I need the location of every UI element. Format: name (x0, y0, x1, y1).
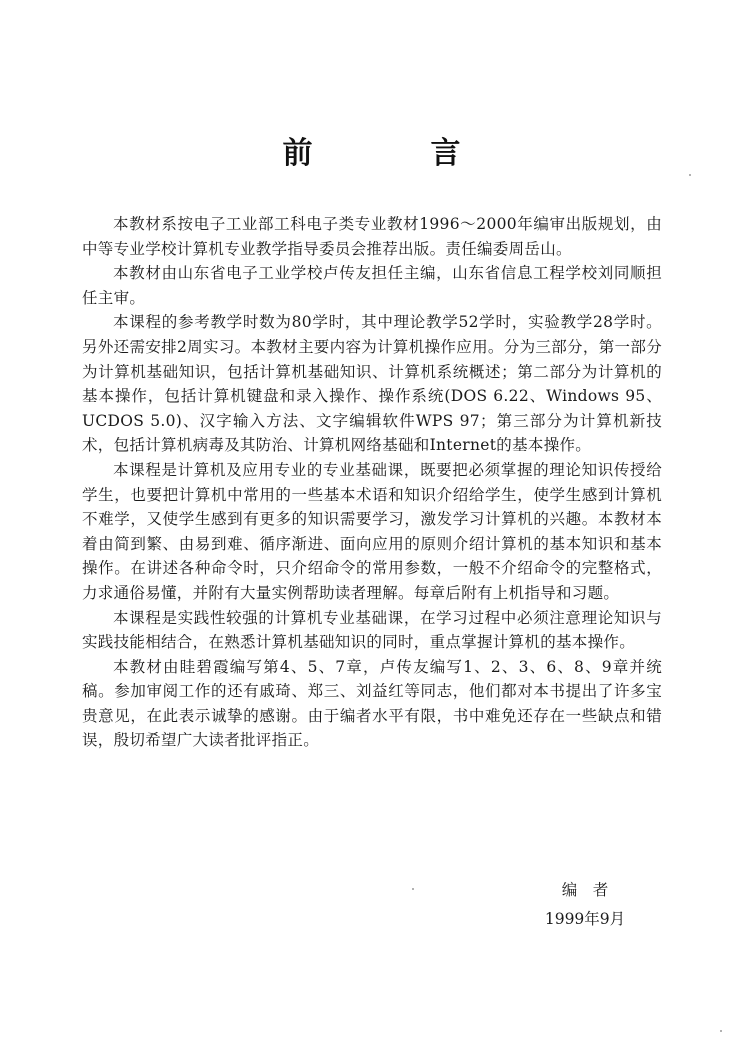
paragraph-5: 本课程是实践性较强的计算机专业基础课，在学习过程中必须注意理论知识与实践技能相结合，在熟悉计算机基础知识的同时，重点掌握计算机的基本操作。 (82, 608, 662, 652)
scan-speck (412, 888, 414, 890)
paragraph-2: 本教材由山东省电子工业学校卢传友担任主编，山东省信息工程学校刘同顺担任主审。 (82, 264, 662, 307)
scan-speck (720, 1030, 722, 1032)
scan-speck (689, 174, 691, 176)
signature-date: 1999年9月 (544, 910, 626, 928)
signature-block (520, 876, 650, 934)
paragraph-1: 本教材系按电子工业部工科电子类专业教材1996～2000年编审出版规划，由中等专业学校计算机专业教学指导委员会推荐出版。责任编委周岳山。 (82, 215, 662, 258)
paragraph-6: 本教材由眭碧霞编写第4、5、7章，卢传友编写1、2、3、6、8、9章并统稿。参加审阅工作的还有戚琦、郑三、刘益红等同志，他们都对本书提出了许多宝贵意见，在此表示诚挚的感谢。由于编者水平有限，书中难免还存在一些缺点和错误，殷切希望广大读者批评指正。 (82, 657, 662, 750)
paragraph-3: 本课程的参考教学时数为80学时，其中理论教学52学时，实验教学28学时。另外还需安排2周实习。本教材主要内容为计算机操作应用。分为三部分，第一部分为计算机基础知识，包括计算机基础知识、计算机系统概述；第二部分为计算机的基本操作，包括计算机键盘和录入操作、操作系统(DOS 6.22、Windows 95、UCDOS 5.0)、汉字输入方法、文字编辑软件WPS 97；第三部分为计算机新技术，包括计算机病毒及其防治、计算机网络基础和Internet的基本操作。 (82, 313, 662, 455)
paragraph-4: 本课程是计算机及应用专业的专业基础课，既要把必须掌握的理论知识传授给学生，也要把计算机中常用的一些基本术语和知识介绍给学生，使学生感到计算机不难学，又使学生感到有更多的知识需要学习，激发学习计算机的兴趣。本教材本着由简到繁、由易到难、循序渐进、面向应用的原则介绍计算机的基本知识和基本操作。在讲述各种命令时，只介绍命令的常用参数，一般不介绍命令的完整格式，力求通俗易懂，并附有大量实例帮助读者理解。每章后附有上机指导和习题。 (82, 460, 662, 602)
preface-body (82, 212, 662, 753)
page-title: 前 言 (282, 136, 505, 171)
signature-author: 编 者 (561, 881, 609, 899)
